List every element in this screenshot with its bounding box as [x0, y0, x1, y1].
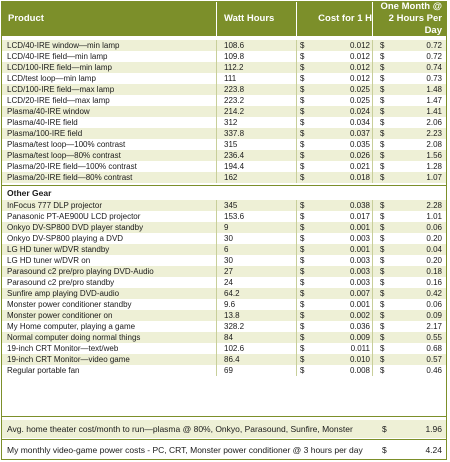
currency-symbol: $	[380, 85, 385, 94]
table-row	[2, 62, 446, 73]
currency-symbol: $	[300, 267, 305, 276]
product-name: 19-inch CRT Monitor—text/web	[7, 344, 119, 353]
product-name: Monster power conditioner on	[7, 311, 113, 320]
product-name: Plasma/40-IRE window	[7, 107, 90, 116]
table-row	[2, 51, 446, 62]
currency-symbol: $	[300, 85, 305, 94]
one-month-cell: 0.20	[426, 256, 442, 265]
product-name: Plasma/40-IRE field	[7, 118, 78, 127]
watt-hours-cell: 236.4	[224, 151, 245, 160]
table-row	[2, 84, 446, 95]
table-row	[2, 354, 446, 365]
cost-1h-cell: 0.034	[349, 118, 370, 127]
table-row	[2, 365, 446, 376]
cost-1h-cell: 0.001	[349, 300, 370, 309]
watt-hours-cell: 162	[224, 173, 238, 182]
summary-text: My monthly video-game power costs - PC, CRT, Monster power conditioner @ 3 hours per day	[7, 445, 363, 455]
header-cost-1h: Cost for 1 H	[318, 13, 372, 24]
currency-symbol: $	[380, 151, 385, 160]
table-row	[2, 73, 446, 84]
currency-symbol: $	[300, 173, 305, 182]
watt-hours-cell: 9	[224, 223, 229, 232]
currency-symbol: $	[300, 300, 305, 309]
table-header	[2, 2, 446, 36]
table-row	[2, 200, 446, 211]
summary-currency: $	[382, 424, 387, 434]
watt-hours-cell: 223.2	[224, 96, 245, 105]
header-one-month: One Month @	[380, 1, 442, 12]
watt-hours-cell: 153.6	[224, 212, 245, 221]
product-name: Parasound c2 pre/pro playing DVD-Audio	[7, 267, 154, 276]
table-row	[2, 117, 446, 128]
summary-row	[2, 441, 446, 459]
one-month-cell: 0.06	[426, 223, 442, 232]
watt-hours-cell: 214.2	[224, 107, 245, 116]
watt-hours-cell: 109.8	[224, 52, 245, 61]
watt-hours-cell: 108.6	[224, 41, 245, 50]
cost-1h-cell: 0.002	[349, 311, 370, 320]
watt-hours-cell: 328.2	[224, 322, 245, 331]
one-month-cell: 0.72	[426, 41, 442, 50]
table-row	[2, 233, 446, 244]
watt-hours-cell: 27	[224, 267, 233, 276]
cost-1h-cell: 0.012	[349, 63, 370, 72]
table-row	[2, 128, 446, 139]
cost-1h-cell: 0.003	[349, 234, 370, 243]
cost-1h-cell: 0.003	[349, 267, 370, 276]
watt-hours-cell: 64.2	[224, 289, 240, 298]
currency-symbol: $	[380, 344, 385, 353]
header-product: Product	[8, 13, 44, 24]
cost-1h-cell: 0.001	[349, 223, 370, 232]
one-month-cell: 0.57	[426, 355, 442, 364]
currency-symbol: $	[300, 245, 305, 254]
product-name: Normal computer doing normal things	[7, 333, 141, 342]
summary-divider	[2, 416, 446, 417]
product-name: LCD/40-IRE field—min lamp	[7, 52, 108, 61]
product-name: LG HD tuner w/DVR on	[7, 256, 91, 265]
product-name: 19-inch CRT Monitor—video game	[7, 355, 130, 364]
watt-hours-cell: 345	[224, 201, 238, 210]
currency-symbol: $	[300, 278, 305, 287]
watt-hours-cell: 312	[224, 118, 238, 127]
currency-symbol: $	[380, 256, 385, 265]
product-name: LCD/20-IRE field—max lamp	[7, 96, 110, 105]
cost-1h-cell: 0.003	[349, 256, 370, 265]
header-two-hours: 2 Hours Per Day	[388, 13, 442, 36]
summary-row	[2, 420, 446, 438]
one-month-cell: 1.47	[426, 96, 442, 105]
product-name: Onkyo DV-SP800 playing a DVD	[7, 234, 124, 243]
currency-symbol: $	[300, 74, 305, 83]
currency-symbol: $	[380, 74, 385, 83]
table-row	[2, 310, 446, 321]
currency-symbol: $	[300, 223, 305, 232]
currency-symbol: $	[300, 129, 305, 138]
cost-1h-cell: 0.036	[349, 322, 370, 331]
cost-1h-cell: 0.007	[349, 289, 370, 298]
power-cost-table	[1, 1, 447, 460]
product-name: Parasound c2 pre/pro standby	[7, 278, 115, 287]
currency-symbol: $	[380, 212, 385, 221]
product-name: LCD/test loop—min lamp	[7, 74, 96, 83]
one-month-cell: 0.46	[426, 366, 442, 375]
currency-symbol: $	[380, 311, 385, 320]
table-row	[2, 161, 446, 172]
cost-1h-cell: 0.018	[349, 173, 370, 182]
currency-symbol: $	[380, 173, 385, 182]
product-name: My Home computer, playing a game	[7, 322, 136, 331]
watt-hours-cell: 6	[224, 245, 229, 254]
one-month-cell: 0.74	[426, 63, 442, 72]
product-name: Plasma/100-IRE field	[7, 129, 83, 138]
watt-hours-cell: 86.4	[224, 355, 240, 364]
watt-hours-cell: 337.8	[224, 129, 245, 138]
product-name: Plasma/test loop—100% contrast	[7, 140, 126, 149]
currency-symbol: $	[300, 118, 305, 127]
product-name: LG HD tuner w/DVR standby	[7, 245, 110, 254]
one-month-cell: 1.56	[426, 151, 442, 160]
currency-symbol: $	[300, 162, 305, 171]
currency-symbol: $	[380, 355, 385, 364]
product-name: Monster power conditioner standby	[7, 300, 132, 309]
currency-symbol: $	[300, 366, 305, 375]
cost-1h-cell: 0.038	[349, 201, 370, 210]
watt-hours-cell: 30	[224, 234, 233, 243]
one-month-cell: 1.01	[426, 212, 442, 221]
one-month-cell: 0.18	[426, 267, 442, 276]
currency-symbol: $	[380, 245, 385, 254]
currency-symbol: $	[300, 96, 305, 105]
table-row	[2, 288, 446, 299]
watt-hours-cell: 223.8	[224, 85, 245, 94]
table-row	[2, 255, 446, 266]
one-month-cell: 0.09	[426, 311, 442, 320]
table-row	[2, 172, 446, 183]
table-row	[2, 222, 446, 233]
currency-symbol: $	[300, 52, 305, 61]
product-name: Sunfire amp playing DVD-audio	[7, 289, 120, 298]
one-month-cell: 0.42	[426, 289, 442, 298]
table-row	[2, 321, 446, 332]
one-month-cell: 1.48	[426, 85, 442, 94]
currency-symbol: $	[300, 322, 305, 331]
cost-1h-cell: 0.037	[349, 129, 370, 138]
one-month-cell: 2.17	[426, 322, 442, 331]
currency-symbol: $	[300, 256, 305, 265]
product-name: Onkyo DV-SP800 DVD player standby	[7, 223, 144, 232]
currency-symbol: $	[380, 278, 385, 287]
cost-1h-cell: 0.012	[349, 74, 370, 83]
cost-1h-cell: 0.001	[349, 245, 370, 254]
one-month-cell: 0.04	[426, 245, 442, 254]
one-month-cell: 0.06	[426, 300, 442, 309]
cost-1h-cell: 0.017	[349, 212, 370, 221]
one-month-cell: 0.68	[426, 344, 442, 353]
currency-symbol: $	[380, 223, 385, 232]
product-name: InFocus 777 DLP projector	[7, 201, 103, 210]
table-row	[2, 244, 446, 255]
one-month-cell: 2.28	[426, 201, 442, 210]
header-watt-hours: Watt Hours	[224, 13, 275, 24]
cost-1h-cell: 0.010	[349, 355, 370, 364]
currency-symbol: $	[380, 366, 385, 375]
other-gear-label: Other Gear	[7, 188, 52, 198]
one-month-cell: 1.28	[426, 162, 442, 171]
product-name: Plasma/20-IRE field—100% contrast	[7, 162, 137, 171]
watt-hours-cell: 24	[224, 278, 233, 287]
currency-symbol: $	[380, 201, 385, 210]
watt-hours-cell: 69	[224, 366, 233, 375]
table-row	[2, 139, 446, 150]
currency-symbol: $	[380, 267, 385, 276]
summary-value: 1.96	[425, 424, 442, 434]
one-month-cell: 0.20	[426, 234, 442, 243]
currency-symbol: $	[300, 140, 305, 149]
watt-hours-cell: 112.2	[224, 63, 244, 72]
one-month-cell: 0.73	[426, 74, 442, 83]
one-month-cell: 0.16	[426, 278, 442, 287]
product-name: LCD/40-IRE window—min lamp	[7, 41, 120, 50]
currency-symbol: $	[380, 162, 385, 171]
currency-symbol: $	[300, 41, 305, 50]
currency-symbol: $	[380, 234, 385, 243]
table-row	[2, 40, 446, 51]
table-row	[2, 150, 446, 161]
one-month-cell: 0.72	[426, 52, 442, 61]
cost-1h-cell: 0.025	[349, 96, 370, 105]
summary-currency: $	[382, 445, 387, 455]
cost-1h-cell: 0.035	[349, 140, 370, 149]
currency-symbol: $	[380, 118, 385, 127]
product-name: Regular portable fan	[7, 366, 80, 375]
watt-hours-cell: 194.4	[224, 162, 245, 171]
one-month-cell: 2.06	[426, 118, 442, 127]
cost-1h-cell: 0.008	[349, 366, 370, 375]
table-row	[2, 95, 446, 106]
cost-1h-cell: 0.021	[349, 162, 370, 171]
currency-symbol: $	[300, 201, 305, 210]
currency-symbol: $	[300, 63, 305, 72]
cost-1h-cell: 0.009	[349, 333, 370, 342]
cost-1h-cell: 0.011	[350, 344, 370, 353]
summary-text: Avg. home theater cost/month to run—plasma @ 80%, Onkyo, Parasound, Sunfire, Monster	[7, 424, 353, 434]
currency-symbol: $	[380, 107, 385, 116]
one-month-cell: 1.41	[426, 107, 442, 116]
currency-symbol: $	[380, 41, 385, 50]
watt-hours-cell: 9.6	[224, 300, 236, 309]
cost-1h-cell: 0.024	[349, 107, 370, 116]
product-name: Panasonic PT-AE900U LCD projector	[7, 212, 141, 221]
summary-value: 4.24	[425, 445, 442, 455]
currency-symbol: $	[380, 333, 385, 342]
one-month-cell: 0.55	[426, 333, 442, 342]
product-name: Plasma/test loop—80% contrast	[7, 151, 121, 160]
currency-symbol: $	[300, 355, 305, 364]
currency-symbol: $	[300, 212, 305, 221]
one-month-cell: 2.08	[426, 140, 442, 149]
product-name: LCD/100-IRE field—max lamp	[7, 85, 115, 94]
currency-symbol: $	[380, 300, 385, 309]
currency-symbol: $	[300, 289, 305, 298]
table-row	[2, 332, 446, 343]
currency-symbol: $	[380, 322, 385, 331]
product-name: LCD/100-IRE field—min lamp	[7, 63, 112, 72]
cost-1h-cell: 0.012	[349, 52, 370, 61]
watt-hours-cell: 13.8	[224, 311, 240, 320]
currency-symbol: $	[380, 129, 385, 138]
table-row	[2, 343, 446, 354]
currency-symbol: $	[380, 289, 385, 298]
cost-1h-cell: 0.025	[349, 85, 370, 94]
currency-symbol: $	[300, 311, 305, 320]
table-row	[2, 266, 446, 277]
currency-symbol: $	[380, 140, 385, 149]
currency-symbol: $	[380, 96, 385, 105]
currency-symbol: $	[300, 333, 305, 342]
cost-1h-cell: 0.003	[349, 278, 370, 287]
table-row	[2, 211, 446, 222]
watt-hours-cell: 30	[224, 256, 233, 265]
cost-1h-cell: 0.026	[349, 151, 370, 160]
summary-divider	[2, 439, 446, 440]
currency-symbol: $	[300, 151, 305, 160]
watt-hours-cell: 84	[224, 333, 233, 342]
one-month-cell: 1.07	[426, 173, 442, 182]
cost-1h-cell: 0.012	[349, 41, 370, 50]
one-month-cell: 2.23	[426, 129, 442, 138]
watt-hours-cell: 102.6	[224, 344, 245, 353]
product-name: Plasma/20-IRE field—80% contrast	[7, 173, 133, 182]
currency-symbol: $	[300, 234, 305, 243]
watt-hours-cell: 111	[224, 74, 237, 83]
table-row	[2, 106, 446, 117]
table-row	[2, 299, 446, 310]
other-gear-heading	[2, 186, 446, 200]
currency-symbol: $	[380, 63, 385, 72]
watt-hours-cell: 315	[224, 140, 238, 149]
currency-symbol: $	[300, 344, 305, 353]
table-row	[2, 277, 446, 288]
currency-symbol: $	[380, 52, 385, 61]
currency-symbol: $	[300, 107, 305, 116]
